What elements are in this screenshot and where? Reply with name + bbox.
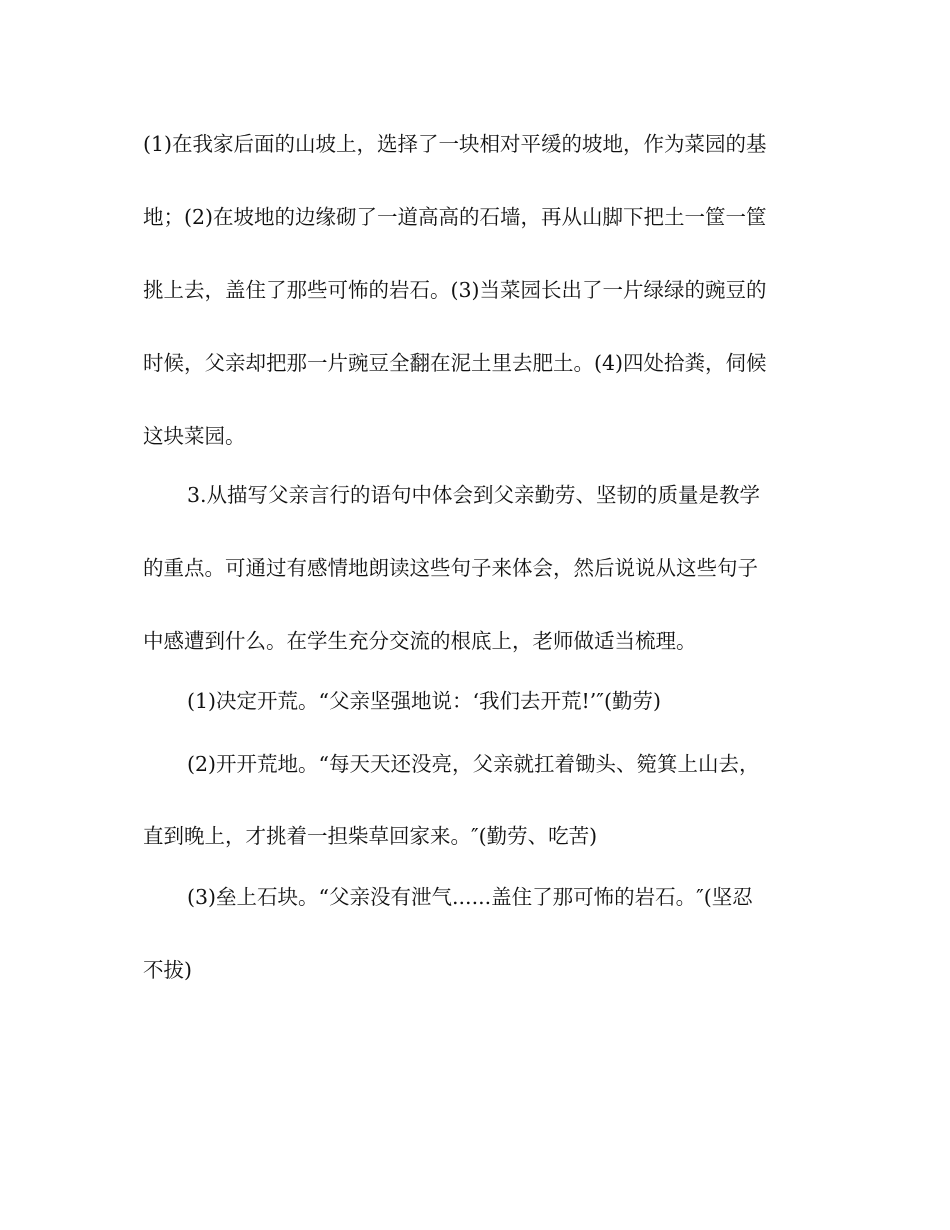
text-line: 中感遭到什么。在学生充分交流的根底上，老师做适当梳理。 [143, 629, 697, 653]
list-item-3: (3)垒上石块。“父亲没有泄气......盖住了那可怖的岩石。″(坚忍 [187, 885, 753, 909]
list-item-1: (1)决定开荒。“父亲坚强地说：‘我们去开荒!’″(勤劳) [187, 689, 661, 713]
text-line: 不拔) [143, 958, 192, 982]
text-line: 挑上去，盖住了那些可怖的岩石。(3)当菜园长出了一片绿绿的豌豆的 [143, 278, 767, 302]
list-item-2: (2)开开荒地。“每天天还没亮，父亲就扛着锄头、箢箕上山去， [187, 752, 760, 776]
text-line: 的重点。可通过有感情地朗读这些句子来体会，然后说说从这些句子 [143, 556, 758, 580]
text-line: 直到晚上，才挑着一担柴草回家来。″(勤劳、吃苦) [143, 824, 598, 848]
text-line: 地；(2)在坡地的边缘砌了一道高高的石墙，再从山脚下把土一筐一筐 [143, 205, 767, 229]
text-line: (1)在我家后面的山坡上，选择了一块相对平缓的坡地，作为菜园的基 [143, 132, 767, 156]
paragraph-start-line: 3.从描写父亲言行的语句中体会到父亲勤劳、坚韧的质量是教学 [187, 483, 761, 507]
text-line: 时候，父亲却把那一片豌豆全翻在泥土里去肥土。(4)四处拾粪，伺候 [143, 351, 767, 375]
text-line: 这块菜园。 [143, 424, 246, 448]
